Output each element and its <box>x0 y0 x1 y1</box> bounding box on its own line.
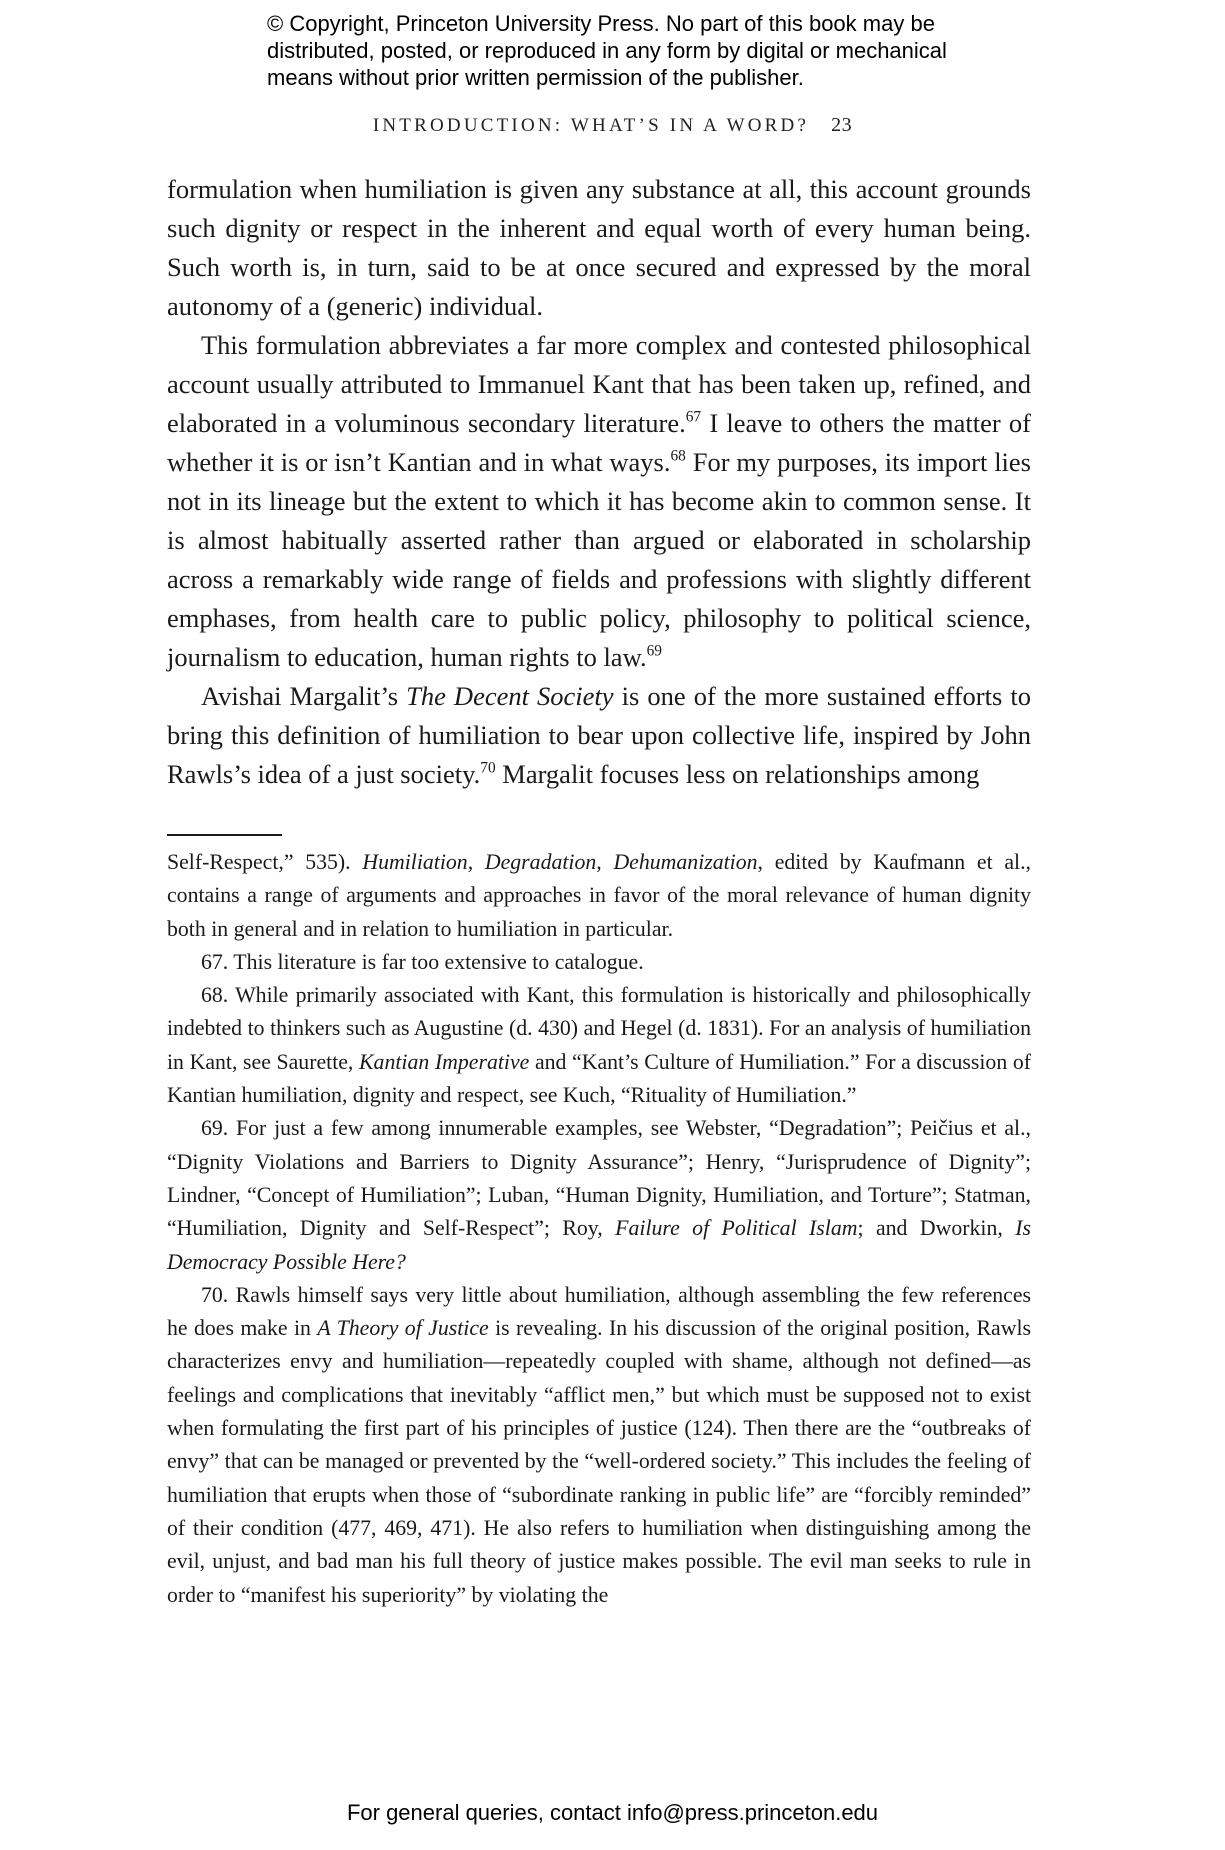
book-title: Is Democracy Possible Here? <box>167 1216 1032 1274</box>
footnote-text: ; and Dworkin, <box>857 1216 1016 1241</box>
footnote-text: Self-Respect,” 535). <box>167 850 363 874</box>
book-title: Humiliation, Degradation, Dehumanization <box>362 850 758 874</box>
footnote-69 <box>167 1112 1031 1278</box>
footnote-text: , edited by Kaufmann et al., contains a range of arguments and approaches in favor of the moral relevance of human dignity both in general and in relation to humiliation in particular. <box>167 850 1032 941</box>
paragraph <box>167 677 1031 794</box>
paragraph-text: I leave to others the matter of whether it is or isn’t Kantian and in what ways. <box>167 408 1032 477</box>
paragraph <box>167 170 1031 326</box>
copyright-line: distributed, posted, or reproduced in any form by digital or mechanical <box>267 38 947 63</box>
book-title: The Decent Society <box>406 681 614 711</box>
footnote-text: 69. For just a few among innumerable examples, see Webster, “Degradation”; Peičius et al., “Dignity Violations and Barriers to Dignity Assurance”; Henry, “Jurisprudence of Dignity”; Lindner, “Concept of Humiliation”; Luban, “Human Dignity, Humiliation, and Torture”; Statman, “Humiliation, Dignity and Self-Respect”; Roy, <box>167 1116 1031 1241</box>
footnotes <box>167 846 1031 1612</box>
paragraph-text: This formulation abbreviates a far more complex and contested philosophical account usually attributed to Immanuel Kant that has been taken up, refined, and elaborated in a voluminous secondary literature. <box>167 330 1031 438</box>
footnote-text: and “Kant’s Culture of Humiliation.” For a discussion of Kantian humiliation, dignity and respect, see Kuch, “Rituality of Humiliation.” <box>167 1049 1032 1108</box>
footnote-70 <box>167 1279 1031 1612</box>
running-head-title: INTRODUCTION: WHAT’S IN A WORD? <box>372 115 810 136</box>
paragraph-text: Avishai Margalit’s <box>201 681 407 711</box>
main-text <box>167 170 1031 794</box>
paragraph-text: Margalit focuses less on relationships among <box>495 759 980 789</box>
book-title: A Theory of Justice <box>317 1316 489 1341</box>
footnote-divider <box>167 834 282 836</box>
book-title: Kantian Imperative <box>359 1049 530 1074</box>
footnote-reference[interactable]: 67 <box>685 408 702 426</box>
footnote-68 <box>167 979 1031 1112</box>
footnote-continuation <box>167 846 1031 946</box>
footnote-67 <box>167 946 1031 979</box>
running-head <box>0 114 1225 137</box>
footnote-reference[interactable]: 68 <box>670 447 686 465</box>
paragraph-text: formulation when humiliation is given any substance at all, this account grounds such dignity or respect in the inherent and equal worth of every human being. Such worth is, in turn, said to be at once secured and expressed by the moral autonomy of a (generic) individual. <box>167 174 1031 321</box>
paragraph <box>167 326 1031 677</box>
page-number: 23 <box>831 114 853 136</box>
footnote-reference[interactable]: 69 <box>646 642 662 660</box>
footnote-text: 67. This literature is far too extensive to catalogue. <box>201 949 644 974</box>
footnote-text: 68. While primarily associated with Kant, this formulation is historically and philosophically indebted to thinkers such as Augustine (d. 430) and Hegel (d. 1831). For an analysis of humiliation in Kant, see Saurette, <box>167 983 1031 1074</box>
copyright-line: © Copyright, Princeton University Press. No part of this book may be <box>267 11 935 36</box>
footnote-text: is revealing. In his discussion of the original position, Rawls characterizes envy and humiliation—repeatedly coupled with shame, although not defined—as feelings and complications that inevitably “afflict men,” but which must be supposed not to exist when formulating the first part of his principles of justice (124). Then there are the “outbreaks of envy” that can be managed or prevented by the “well-ordered society.” This includes the feeling of humiliation that erupts when those of “subordinate ranking in public life” are “forcibly reminded” of their condition (477, 469, 471). He also refers to humiliation when distinguishing among the evil, unjust, and bad man his full theory of justice makes possible. The evil man seeks to rule in order to “manifest his superiority” by violating the <box>167 1316 1031 1607</box>
footer-contact: For general queries, contact info@press.princeton.edu <box>346 1800 879 1825</box>
copyright-line: means without prior written permission of the publisher. <box>267 65 804 90</box>
paragraph-text: is one of the more sustained efforts to bring this definition of humiliation to bear upon collective life, inspired by John Rawls’s idea of a just society. <box>167 681 1031 789</box>
paragraph-text: For my purposes, its import lies not in its lineage but the extent to which it has become akin to common sense. It is almost habitually asserted rather than argued or elaborated in scholarship across a remarkably wide range of fields and professions with slightly different emphases, from health care to public policy, philosophy to political science, journalism to education, human rights to law. <box>167 447 1031 672</box>
footnote-reference[interactable]: 70 <box>480 759 496 777</box>
copyright-notice <box>267 10 1027 91</box>
footnote-text: 70. Rawls himself says very little about humiliation, although assembling the few references he does make in <box>167 1282 1031 1341</box>
book-title: Failure of Political Islam <box>615 1216 858 1241</box>
